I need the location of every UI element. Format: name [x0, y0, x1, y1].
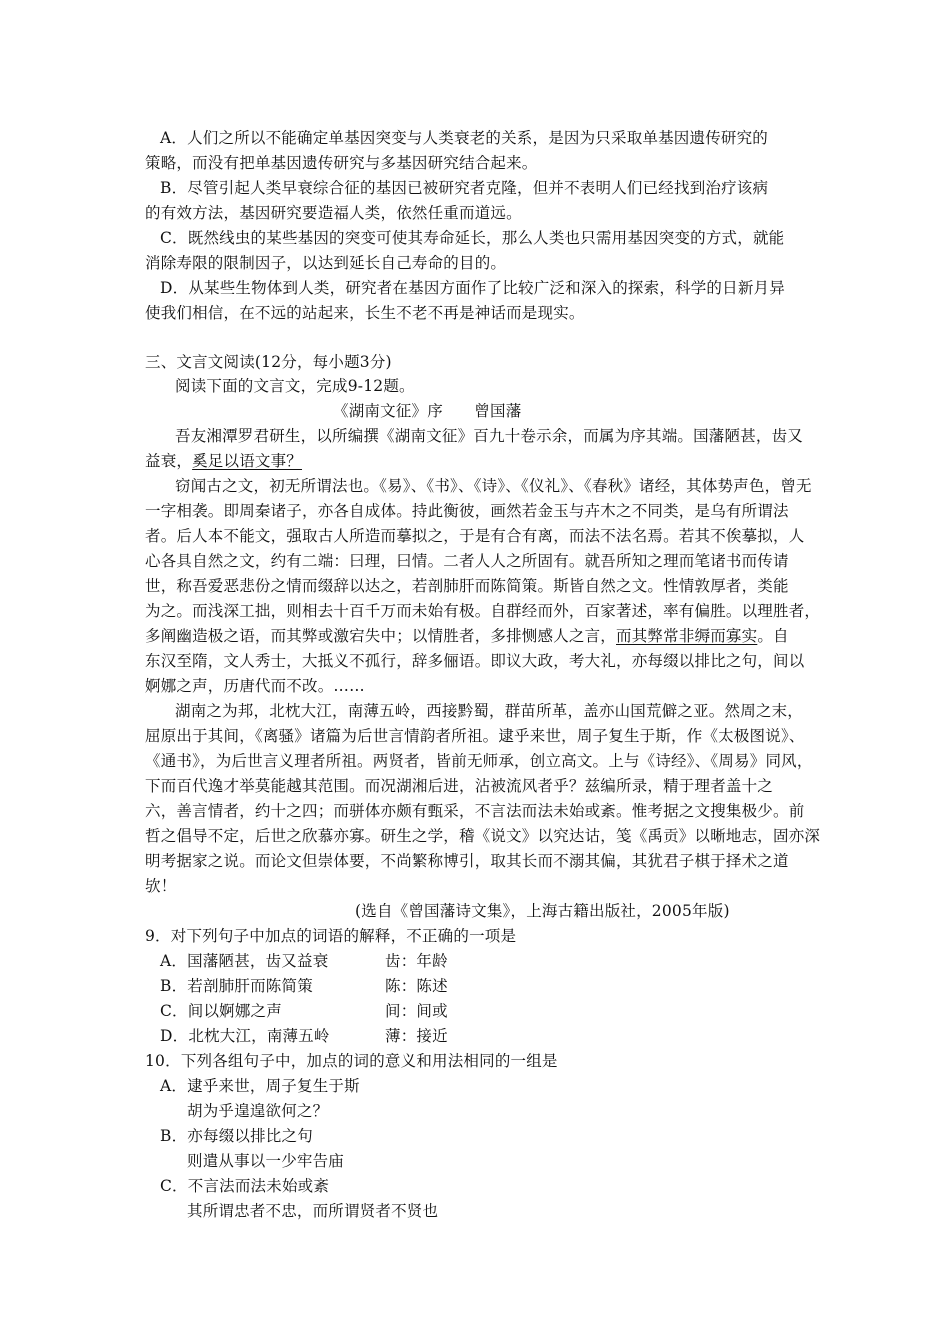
- q10-option-b-line2: 则遣从事以一少牢告庙: [187, 1152, 345, 1170]
- q10-option-c-line2: 其所谓忠者不忠，而所谓贤者不贤也: [187, 1202, 439, 1220]
- p2-line7-tail: 。自: [757, 627, 789, 645]
- passage-title: 《湖南文征》序 曾国藩: [333, 402, 522, 420]
- section-heading: 三、文言文阅读(12分，每小题3分): [145, 353, 392, 371]
- p2-line: 婀娜之声，历唐代而不改。……: [145, 677, 365, 695]
- p1-line2-text: 益衰，: [145, 452, 193, 470]
- p3-line: 下而百代逸才举莫能越其范围。而况湖湘后进，沾被流风者乎？兹编所录，精于理者盖十之: [145, 777, 774, 795]
- p3-line: 六，善言情者，约十之四；而骈体亦颇有甄采，不言法而法未始或紊。惟考据之文搜集极少。前: [145, 802, 805, 820]
- q9-option-b: B．若剖肺肝而陈简策: [160, 977, 313, 995]
- option-a-line2: 策略，而没有把单基因遗传研究与多基因研究结合起来。: [145, 154, 538, 172]
- option-d-line2: 使我们相信，在不远的站起来，长生不老不再是神话而是现实。: [145, 304, 585, 322]
- p2-line7-text: 多阐幽造极之语，而其弊或激宕失中；以情胜者，多排恻感人之言，: [145, 627, 617, 645]
- option-c-line2: 消除寿限的限制因子，以达到延长自己寿命的目的。: [145, 254, 507, 272]
- q10-option-b-line1: B．亦每缀以排比之句: [160, 1127, 313, 1145]
- q9-option-d-gloss: 薄：接近: [385, 1027, 448, 1045]
- q10-option-c-line1: C．不言法而法未始或紊: [160, 1177, 330, 1195]
- p2-line: 为之。而浅深工拙，则相去十百千万而未始有极。自群经而外，百家著述，率有偏胜。以理胜者，: [145, 602, 821, 620]
- option-a-line1: A．人们之所以不能确定单基因突变与人类衰老的关系，是因为只采取单基因遗传研究的: [160, 129, 768, 147]
- p3-line: 屈原出于其间，《离骚》诸篇为后世言情韵者所祖。逮乎来世，周子复生于斯，作《太极图说》、: [145, 727, 805, 745]
- option-b-line1: B．尽管引起人类早衰综合征的基因已被研究者克隆，但并不表明人们已经找到治疗该病: [160, 179, 769, 197]
- p2-line: 窃闻古之文，初无所谓法也。《易》、《书》、《诗》、《仪礼》、《春秋》诸经，其体势声色，曾无: [175, 477, 812, 495]
- option-b-line2: 的有效方法，基因研究要造福人类，依然任重而道远。: [145, 204, 522, 222]
- p3-line: 《通书》，为后世言义理者所祖。两贤者，皆前无师承，创立高文。上与《诗经》、《周易》同风，: [145, 752, 813, 770]
- q10-stem: 10．下列各组句子中，加点的词的意义和用法相同的一组是: [145, 1052, 558, 1070]
- option-d-line1: D．从某些生物体到人类，研究者在基因方面作了比较广泛和深入的探索，科学的日新月异: [160, 279, 785, 297]
- q9-stem: 9．对下列句子中加点的词语的解释，不正确的一项是: [145, 927, 517, 945]
- q9-option-b-gloss: 陈：陈述: [385, 977, 448, 995]
- underlined-phrase: 而其弊常非缛而寡实: [616, 627, 758, 645]
- p3-line: 哲之倡导不定，后世之欣慕亦寡。研生之学，稽《说文》以究达诂，笺《禹贡》以晰地志，固亦深: [145, 827, 821, 845]
- p2-line: 者。后人本不能文，强取古人所造而摹拟之，于是有合有离，而法不法名焉。若其不俟摹拟，人: [145, 527, 805, 545]
- q10-option-a-line1: A．逮乎来世，周子复生于斯: [160, 1077, 360, 1095]
- p2-line: 一字相袭。即周秦诸子，亦各自成体。持此衡彼，画然若金玉与卉木之不同类，是乌有所谓法: [145, 502, 789, 520]
- p1-line2: [145, 451, 302, 471]
- q9-option-a-gloss: 齿：年龄: [385, 952, 448, 970]
- p1-line1: 吾友湘潭罗君研生，以所编撰《湖南文征》百九十卷示余，而属为序其端。国藩陋甚，齿又: [175, 427, 804, 445]
- p3-line: 明考据家之说。而论文但崇体要，不尚繁称博引，取其长而不溺其偏，其犹君子棋于择术之道: [145, 852, 789, 870]
- q9-option-c: C．间以婀娜之声: [160, 1002, 282, 1020]
- source-citation: (选自《曾国藩诗文集》，上海古籍出版社，2005年版): [355, 902, 730, 920]
- option-c-line1: C．既然线虫的某些基因的突变可使其寿命延长，那么人类也只需用基因突变的方式，就能: [160, 229, 785, 247]
- section-instruction: 阅读下面的文言文，完成9-12题。: [175, 377, 415, 395]
- p2-line: 东汉至隋，文人秀士，大抵义不孤行，辞多俪语。即议大政，考大礼，亦每缀以排比之句，间以: [145, 652, 805, 670]
- q9-option-c-gloss: 间：间或: [385, 1002, 448, 1020]
- q9-option-d: D．北枕大江，南薄五岭: [160, 1027, 330, 1045]
- q10-option-a-line2: 胡为乎遑遑欲何之？: [187, 1102, 329, 1120]
- p3-line: 湖南之为邦，北枕大江，南薄五岭，西接黔蜀，群苗所革，盖亦山国荒僻之亚。然周之末，: [175, 702, 804, 720]
- underlined-phrase: 奚足以语文事？: [192, 452, 303, 470]
- p3-line: 欤！: [145, 877, 177, 895]
- q9-option-a: A．国藩陋甚，齿又益衰: [160, 952, 329, 970]
- p2-line: [145, 626, 789, 646]
- p2-line: 世，称吾爱恶悲份之情而缀辞以达之，若剖肺肝而陈简策。斯皆自然之文。性情敦厚者，类能: [145, 577, 789, 595]
- p2-line: 心各具自然之文，约有二端：曰理，曰情。二者人人之所固有。就吾所知之理而笔诸书而传请: [145, 552, 789, 570]
